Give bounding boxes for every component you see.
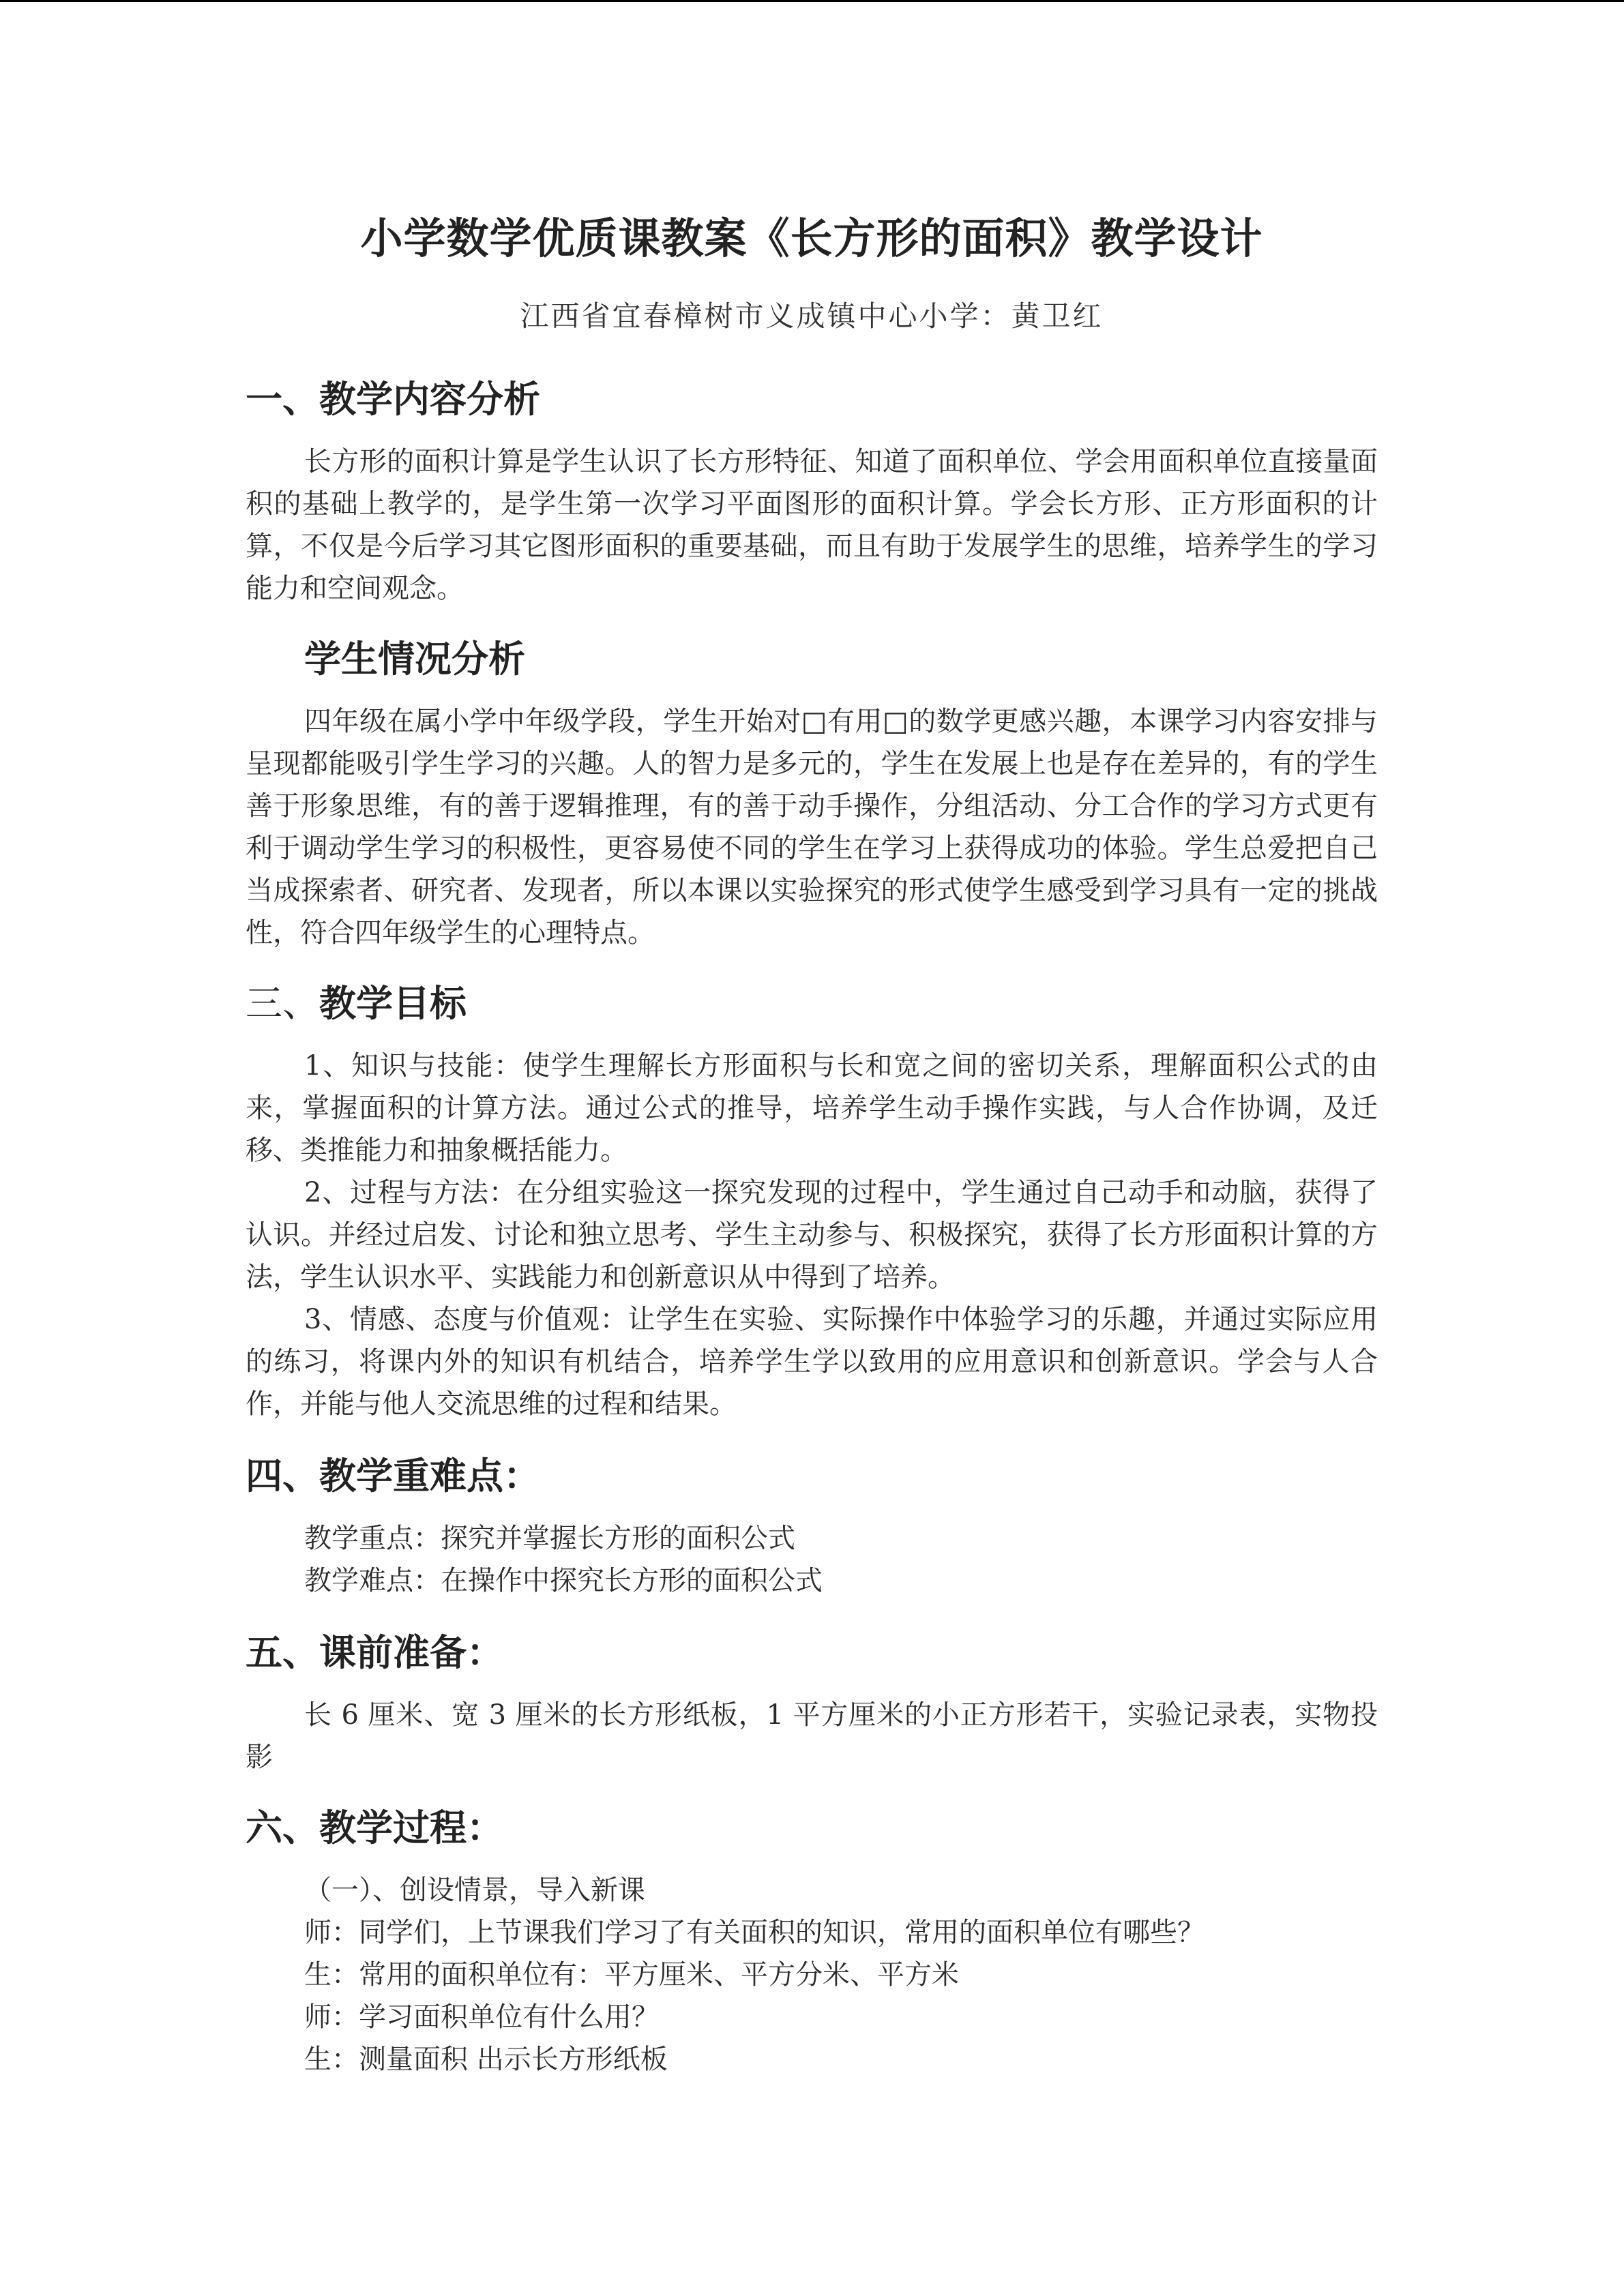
process-line: 生：测量面积 出示长方形纸板 bbox=[304, 2044, 668, 2075]
section-paragraph: 长 6 厘米、宽 3 厘米的长方形纸板，1 平方厘米的小正方形若干，实验记录表，实物投影 bbox=[246, 1699, 1378, 1773]
goal-paragraph-knowledge: 1、知识与技能：使学生理解长方形面积与长和宽之间的密切关系，理解面积公式的由来，掌握面积的计算方法。通过公式的推导，培养学生动手操作实践，与人合作协调，及迁移、类推能力和抽象概括能力。 bbox=[246, 1050, 1378, 1166]
key-point-line: 教学重点：探究并掌握长方形的面积公式 bbox=[304, 1523, 795, 1554]
goal-paragraph-process: 2、过程与方法：在分组实验这一探究发现的过程中，学生通过自己动手和动脑，获得了认识。并经过启发、讨论和独立思考、学生主动参与、积极探究，获得了长方形面积计算的方法，学生认识水平、实践能力和创新意识从中得到了培养。 bbox=[246, 1177, 1378, 1293]
process-line: 师：同学们，上节课我们学习了有关面积的知识，常用的面积单位有哪些？ bbox=[304, 1917, 1205, 1948]
process-line: 师：学习面积单位有什么用？ bbox=[304, 2001, 659, 2033]
section-heading-key-points: 四、教学重难点： bbox=[246, 1454, 540, 1497]
section-body bbox=[246, 1869, 1378, 2081]
document-author: 江西省宜春樟树市义成镇中心小学：黄卫红 bbox=[520, 299, 1104, 333]
page-top-border bbox=[0, 0, 1624, 2]
section-heading-teaching-goals bbox=[246, 974, 1378, 1027]
process-line: 生：常用的面积单位有：平方厘米、平方分米、平方米 bbox=[304, 1959, 959, 1991]
section-paragraph: 四年级在属小学中年级学段，学生开始对□有用□的数学更感兴趣，本课学习内容安排与呈现都能吸引学生学习的兴趣。人的智力是多元的，学生在发展上也是存在差异的，有的学生善于形象思维，有的善于逻辑推理，有的善于动手操作，分组活动、分工合作的学习方式更有利于调动学生学习的积极性，更容易使不同的学生在学习上获得成功的体验。学生总爱把自己当成探索者、研究者、发现者，所以本课以实验探究的形式使学生感受到学习具有一定的挑战性，符合四年级学生的心理特点。 bbox=[246, 706, 1378, 949]
section-paragraph: 长方形的面积计算是学生认识了长方形特征、知道了面积单位、学会用面积单位直接量面积的基础上教学的，是学生第一次学习平面图形的面积计算。学会长方形、正方形面积的计算，不仅是今后学习其它图形面积的重要基础，而且有助于发展学生的思维，培养学生的学习能力和空间观念。 bbox=[246, 446, 1378, 604]
section-heading-preparation: 五、课前准备： bbox=[246, 1630, 503, 1674]
section-heading-content-analysis: 一、教学内容分析 bbox=[246, 377, 540, 421]
section-heading-text: 教学目标 bbox=[319, 981, 467, 1025]
difficult-point-line: 教学难点：在操作中探究长方形的面积公式 bbox=[304, 1565, 823, 1596]
section-body bbox=[246, 1045, 1378, 1425]
process-line: （一）、创设情景，导入新课 bbox=[304, 1875, 645, 1906]
document-title: 小学数学优质课教案《长方形的面积》教学设计 bbox=[360, 213, 1263, 263]
section-heading-process: 六、教学过程： bbox=[246, 1806, 503, 1849]
section-heading-student-analysis: 学生情况分析 bbox=[304, 637, 525, 681]
goal-paragraph-emotion: 3、情感、态度与价值观：让学生在实验、实际操作中体验学习的乐趣，并通过实际应用的练习，将课内外的知识有机结合，培养学生学以致用的应用意识和创新意识。学会与人合作，并能与他人交流思维的过程和结果。 bbox=[246, 1304, 1378, 1420]
section-heading-prefix: 三、 bbox=[246, 982, 319, 1025]
section-body bbox=[246, 1517, 1378, 1602]
document-page bbox=[246, 205, 1378, 2102]
